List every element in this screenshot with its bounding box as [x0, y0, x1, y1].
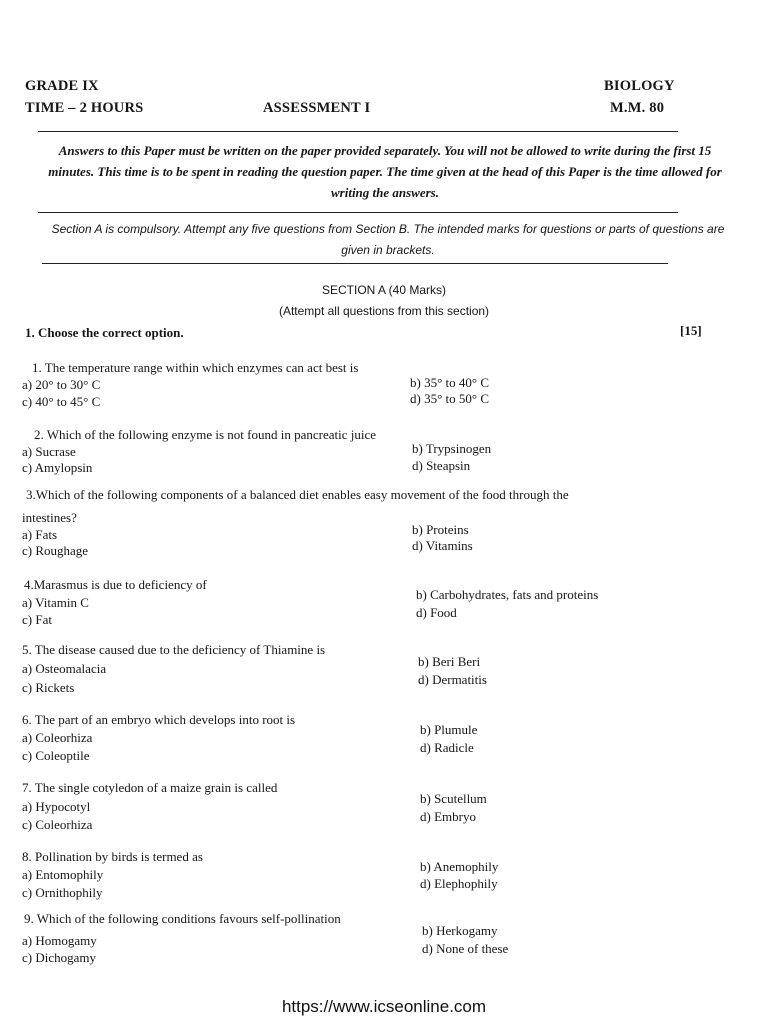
q6-option-a: a) Coleorhiza	[22, 730, 93, 745]
subject-label: BIOLOGY	[604, 78, 675, 94]
q2-option-d: d) Steapsin	[412, 458, 471, 473]
q3-option-b: b) Proteins	[412, 522, 469, 537]
q4-option-c: c) Fat	[22, 612, 52, 627]
section-instruction: Section A is compulsory. Attempt any five questions from Section B. The intended marks for questions or parts of questions are given in brackets.	[51, 222, 725, 257]
marks-bracket: [15]	[680, 323, 702, 338]
question-7: 7. The single cotyledon of a maize grain is called	[22, 780, 278, 795]
section-title: SECTION A (40 Marks)	[321, 283, 447, 297]
q8-option-c: c) Ornithophily	[22, 885, 103, 900]
question-4: 4.Marasmus is due to deficiency of	[24, 577, 207, 592]
q1-option-d: d) 35° to 50° C	[410, 391, 490, 406]
q1-option-c: c) 40° to 45° C	[22, 394, 101, 409]
question-5: 5. The disease caused due to the deficiency of Thiamine is	[22, 642, 326, 657]
q5-option-c: c) Rickets	[22, 680, 75, 695]
q9-option-c: c) Dichogamy	[22, 950, 97, 965]
q7-option-c: c) Coleorhiza	[22, 817, 93, 832]
divider-top	[38, 131, 678, 132]
grade-label: GRADE IX	[25, 78, 99, 94]
q8-option-a: a) Entomophily	[22, 867, 104, 882]
q9-option-a: a) Homogamy	[22, 933, 97, 948]
q3-option-d: d) Vitamins	[412, 538, 473, 553]
q6-option-d: d) Radicle	[420, 740, 474, 755]
q2-option-a: a) Sucrase	[22, 444, 76, 459]
max-marks-label: M.M. 80	[610, 100, 665, 116]
q7-option-b: b) Scutellum	[420, 791, 487, 806]
question-2: 2. Which of the following enzyme is not found in pancreatic juice	[34, 427, 376, 442]
q9-option-b: b) Herkogamy	[422, 923, 498, 938]
footer-url: https://www.icseonline.com	[281, 997, 487, 1016]
divider-bottom	[42, 263, 668, 264]
q1-option-b: b) 35° to 40° C	[410, 375, 490, 390]
q4-option-d: d) Food	[416, 605, 457, 620]
question-3-line1: 3.Which of the following components of a balanced diet enables easy movement of the food through the	[26, 487, 569, 502]
section-subtitle: (Attempt all questions from this section)	[278, 304, 490, 318]
q6-option-b: b) Plumule	[420, 722, 478, 737]
q7-option-d: d) Embryo	[420, 809, 476, 824]
answers-instruction: Answers to this Paper must be written on the paper provided separately. You will not be allowed to write during the first 15 minutes. This time is to be spent in reading the question paper. The time given at the head of this Paper is the time allowed for writing the answers.	[48, 143, 722, 200]
q5-option-a: a) Osteomalacia	[22, 661, 107, 676]
q9-option-d: d) None of these	[422, 941, 509, 956]
q1-option-a: a) 20° to 30° C	[22, 377, 101, 392]
assessment-label: ASSESSMENT I	[263, 100, 371, 116]
q3-option-c: c) Roughage	[22, 543, 89, 558]
q6-option-c: c) Coleoptile	[22, 748, 90, 763]
q3-option-a: a) Fats	[22, 527, 58, 542]
q8-option-b: b) Anemophily	[420, 859, 499, 874]
q5-option-b: b) Beri Beri	[418, 654, 481, 669]
question-6: 6. The part of an embryo which develops into root is	[22, 712, 296, 727]
q4-option-a: a) Vitamin C	[22, 595, 89, 610]
question-1: 1. The temperature range within which enzymes can act best is	[32, 360, 359, 375]
q8-option-d: d) Elephophily	[420, 876, 498, 891]
q7-option-a: a) Hypocotyl	[22, 799, 91, 814]
question-heading: 1. Choose the correct option.	[25, 325, 184, 340]
q5-option-d: d) Dermatitis	[418, 672, 487, 687]
question-9: 9. Which of the following conditions favours self-pollination	[24, 911, 341, 926]
q4-option-b: b) Carbohydrates, fats and proteins	[416, 587, 599, 602]
q2-option-b: b) Trypsinogen	[412, 441, 492, 456]
q2-option-c: c) Amylopsin	[22, 460, 93, 475]
divider-mid	[38, 212, 678, 213]
question-3-line2: intestines?	[22, 510, 77, 525]
question-8: 8. Pollination by birds is termed as	[22, 849, 203, 864]
time-label: TIME – 2 HOURS	[25, 100, 144, 116]
